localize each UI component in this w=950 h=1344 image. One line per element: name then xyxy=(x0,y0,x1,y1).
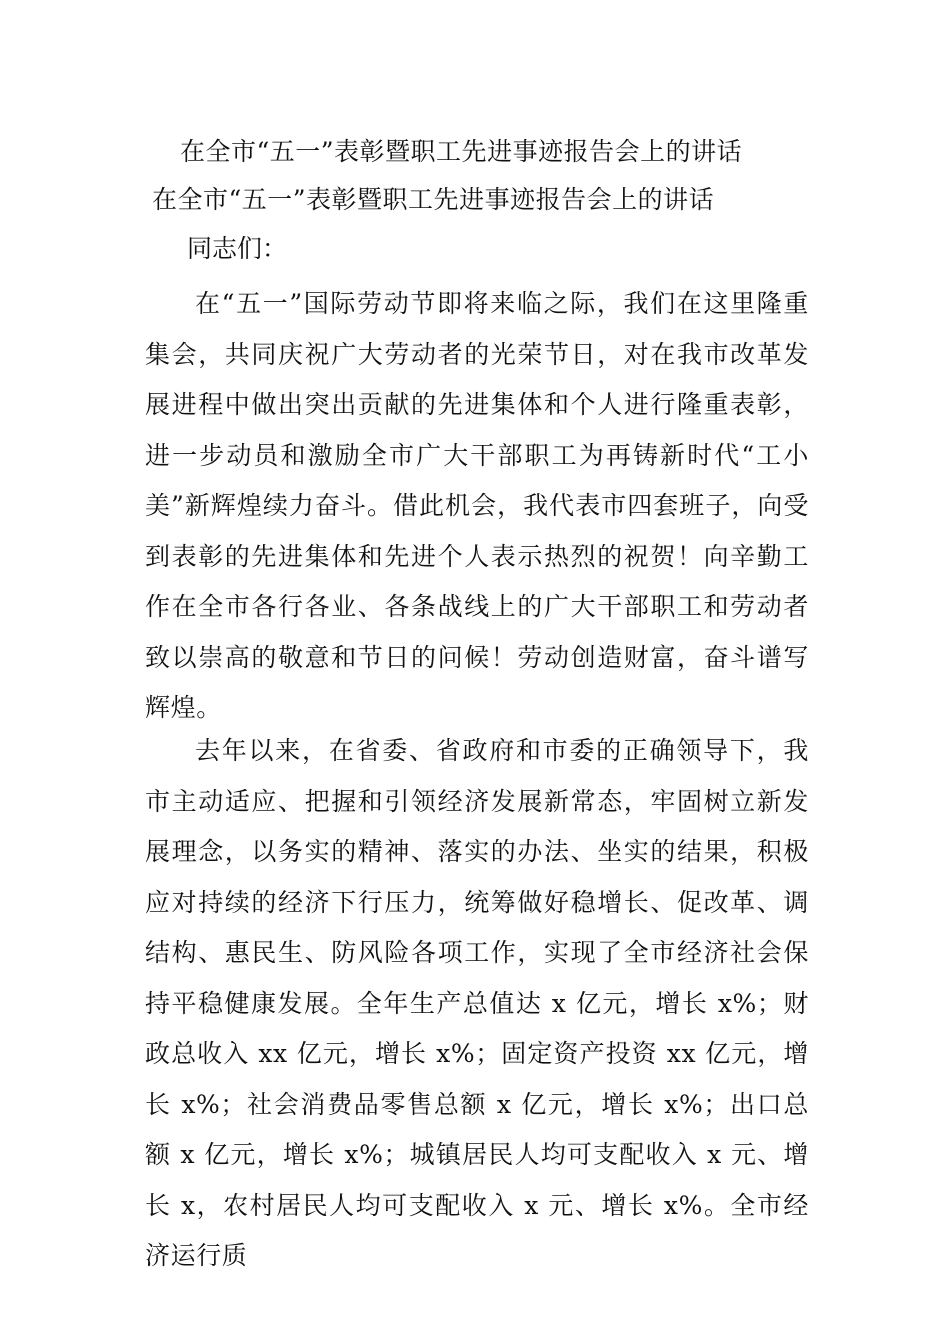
paragraph-opening: 在“五一”国际劳动节即将来临之际，我们在这里隆重集会，共同庆祝广大劳动者的光荣节日，对在我市改革发展进程中做出突出贡献的先进集体和个人进行隆重表彰，进一步动员和激励全市广大干部职工为再铸新时代“工小美”新辉煌续力奋斗。借此机会，我代表市四套班子，向受到表彰的先进集体和先进个人表示热烈的祝贺！向辛勤工作在全市各行各业、各条战线上的广大干部职工和劳动者致以崇高的敬意和节日的问候！劳动创造财富，奋斗谱写辉煌。 xyxy=(145,289,809,722)
document-title-repeat: 在全市“五一”表彰暨职工先进事迹报告会上的讲话 xyxy=(152,185,715,214)
document-title: 在全市“五一”表彰暨职工先进事迹报告会上的讲话 xyxy=(180,137,743,166)
paragraph-achievements: 去年以来，在省委、省政府和市委的正确领导下，我市主动适应、把握和引领经济发展新常态，牢固树立新发展理念，以务实的精神、落实的办法、坐实的结果，积极应对持续的经济下行压力，统筹做好稳增长、促改革、调结构、惠民生、防风险各项工作，实现了全市经济社会保持平稳健康发展。全年生产总值达 x 亿元，增长 x%；财政总收入 xx 亿元，增长 x%；固定资产投资 xx 亿元，增长 x%；社会消费品零售总额 x 亿元，增长 x%；出口总额 x 亿元，增长 x%；城镇居民人均可支配收入 x 元、增长 x，农村居民人均可支配收入 x 元、增长 x%。全市经济运行质 xyxy=(145,736,809,1270)
salutation: 同志们： xyxy=(187,234,288,263)
